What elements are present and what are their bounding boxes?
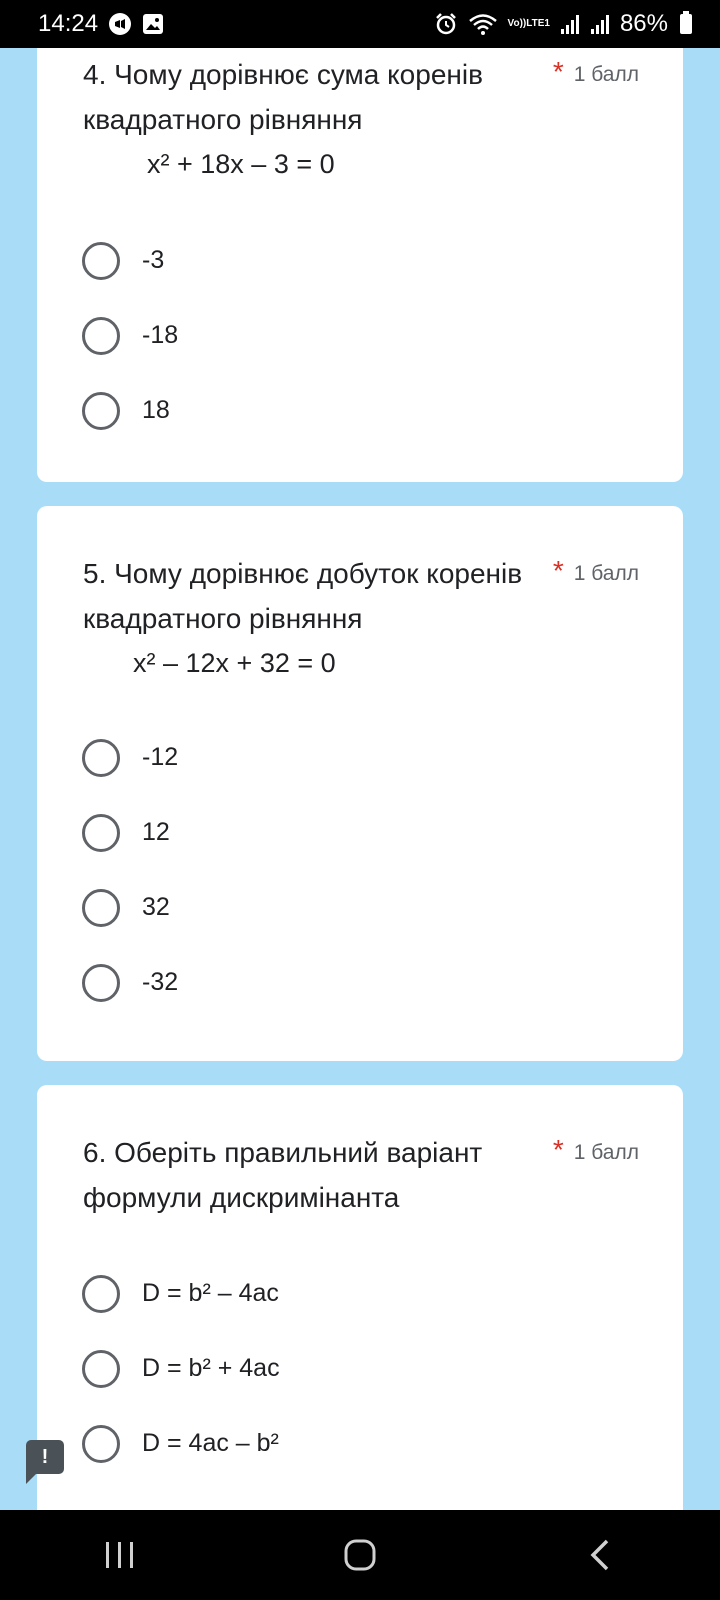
- recent-apps-button[interactable]: [80, 1525, 160, 1585]
- radio-button[interactable]: [82, 889, 120, 927]
- question-card-4: [37, 10, 683, 482]
- option-label: -32: [142, 968, 179, 996]
- option-q4-2[interactable]: [37, 298, 683, 373]
- option-label: 12: [142, 818, 170, 846]
- volte-label: Vo)): [507, 18, 527, 29]
- lte-label: LTE1: [526, 18, 550, 29]
- back-icon: [587, 1538, 613, 1572]
- home-icon: [343, 1538, 377, 1572]
- battery-percent: 86%: [619, 10, 668, 37]
- option-label: D = b² – 4ac: [142, 1279, 279, 1307]
- option-label: -12: [142, 743, 179, 771]
- option-q6-1[interactable]: [37, 1256, 683, 1331]
- question-header: [37, 506, 683, 686]
- question-title: 4. Чому дорівнює сума коренів квадратного рівняння: [83, 59, 483, 135]
- back-button[interactable]: [560, 1525, 640, 1585]
- question-points: 1 балл: [573, 63, 639, 86]
- question-card-6: [37, 1085, 683, 1555]
- radio-button[interactable]: [82, 814, 120, 852]
- status-left: [38, 10, 164, 38]
- question-card-5: [37, 506, 683, 1061]
- report-feedback-button[interactable]: [26, 1440, 64, 1474]
- required-marker: *: [552, 1134, 564, 1165]
- status-right: [434, 10, 692, 38]
- option-label: D = b² + 4ac: [142, 1354, 280, 1382]
- question-points: 1 балл: [573, 562, 639, 585]
- radio-button[interactable]: [82, 1425, 120, 1463]
- radio-button[interactable]: [82, 242, 120, 280]
- radio-button[interactable]: [82, 739, 120, 777]
- question-title: 6. Оберіть правильний варіант формули дискримінанта: [83, 1137, 483, 1213]
- option-q5-4[interactable]: [37, 945, 683, 1020]
- messenger-notification-icon: [108, 12, 132, 36]
- home-button[interactable]: [320, 1525, 400, 1585]
- question-formula: x² + 18x – 3 = 0: [147, 149, 335, 179]
- radio-button[interactable]: [82, 964, 120, 1002]
- required-marker: *: [552, 56, 564, 87]
- question-formula: x² – 12x + 32 = 0: [133, 648, 336, 678]
- radio-button[interactable]: [82, 1350, 120, 1388]
- battery-icon: [680, 14, 692, 34]
- question-meta: [553, 1134, 639, 1166]
- question-points: 1 балл: [573, 1141, 639, 1164]
- status-time: 14:24: [38, 10, 99, 37]
- option-q6-2[interactable]: [37, 1331, 683, 1406]
- option-label: 32: [142, 893, 170, 921]
- recent-apps-icon: [103, 1540, 137, 1570]
- status-bar: [0, 0, 720, 48]
- radio-button[interactable]: [82, 317, 120, 355]
- volte-indicator: [508, 19, 550, 29]
- signal-icon-2: [590, 13, 610, 35]
- option-q5-2[interactable]: [37, 795, 683, 870]
- option-q6-3[interactable]: [37, 1406, 683, 1481]
- signal-icon-1: [560, 13, 580, 35]
- question-header: [37, 1085, 683, 1220]
- option-q5-3[interactable]: [37, 870, 683, 945]
- radio-button[interactable]: [82, 1275, 120, 1313]
- alarm-icon: [434, 12, 458, 36]
- question-meta: [553, 555, 639, 587]
- required-marker: *: [552, 555, 564, 586]
- wifi-icon: [468, 12, 498, 36]
- option-label: -3: [142, 246, 165, 274]
- question-title: 5. Чому дорівнює добуток коренів квадратного рівняння: [83, 558, 523, 634]
- option-label: D = 4ac – b²: [142, 1429, 279, 1457]
- question-meta: [553, 56, 639, 88]
- radio-button[interactable]: [82, 392, 120, 430]
- option-label: 18: [142, 396, 170, 424]
- option-q5-1[interactable]: [37, 720, 683, 795]
- gallery-notification-icon: [142, 13, 164, 35]
- option-q4-3[interactable]: [37, 373, 683, 448]
- option-label: -18: [142, 321, 179, 349]
- navigation-bar: [0, 1510, 720, 1600]
- feedback-icon: !: [41, 1445, 49, 1468]
- option-q4-1[interactable]: [37, 223, 683, 298]
